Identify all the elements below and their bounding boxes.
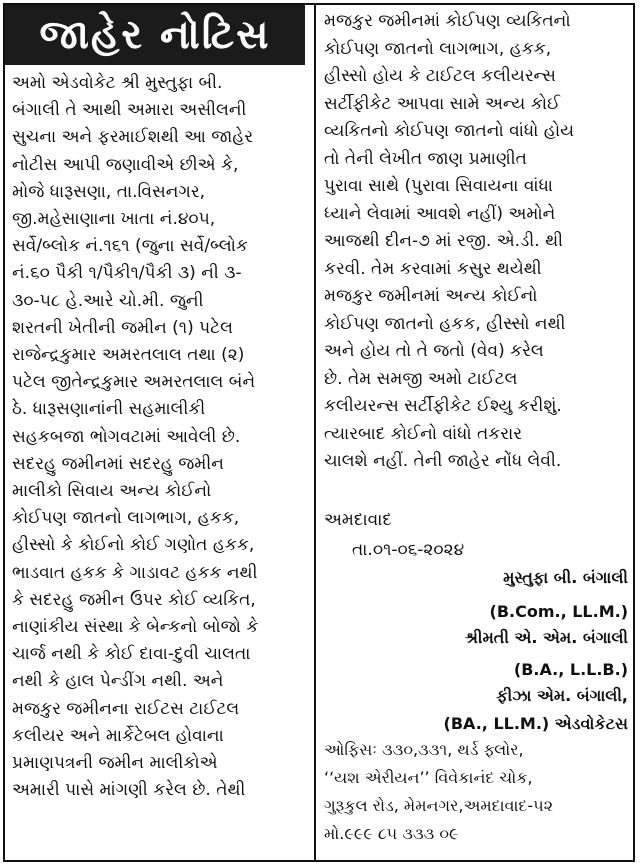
office-address-line: ‘‘યશ એરીયન’’ વિવેકાનંદ ચોક, [324, 768, 533, 787]
body-line: કોઈપણ જાતનો લાગભાગ, હકક, [12, 508, 240, 529]
office-address-line: ઓફિસઃ ૩૩૦,૩૩૧, થર્ડ ફ્લોર, [324, 740, 524, 759]
body-line: વ્યકિતનો કોઈપણ જાતનો વાંધો હોય [324, 121, 574, 141]
body-line: કે સદરહુ જમીન ઉપર કોઈ વ્યકિત, [12, 589, 256, 610]
body-line: મજકુર જમીનમાં કોઈપણ વ્યકિતનો [324, 11, 571, 31]
body-line: નોટીસ આપી જણાવીએ છીએ કે, [12, 154, 239, 175]
body-line: કોઈપણ જાતનો હકક, હીસ્સો નથી [324, 313, 566, 334]
signatory-qualification: (B.A., L.L.B.) [513, 660, 628, 679]
body-line: પુરાવા સાથે (પુરાવા સિવાયના વાંધા [324, 176, 553, 196]
notice-body-left [12, 70, 304, 804]
body-line: ધ્યાને લેવામાં આવશે નહીં) અમોને [324, 203, 556, 224]
body-line: જી.મહેસાણાના ખાતા નં.૪૦૫, [12, 209, 216, 230]
body-line: કરવી. તેમ કરવામાં કસુર થયેથી [324, 258, 542, 279]
body-line: તો તેની લેખીત જાણ પ્રમાણીત [324, 148, 527, 169]
body-line: અને હોય તો તે જતો (વેવ) કરેલ [324, 341, 544, 361]
signatory-qualification: (BA., LL.M.) એડવોકેટસ [443, 714, 628, 733]
body-line: આજથી દીન-૭ માં રજી. એ.ડી. થી [324, 231, 563, 251]
body-line: પ્રમાણપત્રની જમીન માલીકોએ [12, 753, 218, 774]
body-line: અમારી પાસે માંગણી કરેલ છે. તેથી [12, 780, 246, 801]
body-line: કોઈપણ જાતનો લાગભાગ, હકક, [324, 38, 552, 59]
body-line: ઠે. ધારૂસણાનાંની સહમાલીકી [12, 399, 206, 420]
body-line: મજકુર જમીનમાં અન્ય કોઈનો [324, 286, 538, 306]
signatory-name: ફીઝા એમ. બંગાલી, [496, 686, 628, 705]
body-line: મોજે ધારૂસણા, તા.વિસનગર, [12, 181, 206, 202]
body-line: મજકુર જમીનના રાઈટસ ટાઈટલ [12, 698, 240, 719]
body-line: હીસ્સો હોય કે ટાઈટલ કલીયરન્સ [324, 66, 556, 86]
notice-title: જાહેર નોટિસ [5, 5, 305, 65]
body-line: બંગાલી તે આથી અમારા અસીલની [12, 100, 247, 121]
body-line: ત્યારબાદ કોઈનો વાંધો તકરાર [324, 423, 523, 444]
body-line: નથી કે હાલ પેન્ડીંગ નથી. અને [12, 671, 224, 692]
body-line: કલીયરન્સ સર્ટીફીકેટ ઈશ્યુ કરીશું. [324, 396, 562, 416]
body-line: શરતની ખેતીની જમીન (૧) પટેલ [12, 317, 233, 338]
body-line: નં.૬૦ પૈકી ૧/પૈકી૧/પૈકી ૩) ની ૩- [12, 263, 242, 284]
body-line: સુચના અને ફરમાઈશથી આ જાહેર [12, 127, 254, 148]
body-line: ૩૦-૫૮ હે.આરે ચો.મી. જુની [12, 290, 204, 311]
body-line: નાણાંકીય સંસ્થા કે બેન્કનો બોજો કે [12, 617, 259, 638]
office-phone: મો.૯૯૯ ૮૫ ૩૩૩ ૦૯ [324, 824, 459, 843]
body-line: હીસ્સો કે કોઈનો કોઈ ગણોત હકક, [12, 535, 255, 556]
body-line: છે. તેમ સમજી અમો ટાઈટલ [324, 368, 518, 389]
notice-body-right [324, 8, 628, 476]
body-line: માલીકો સિવાય અન્ય કોઈનો [12, 481, 212, 502]
body-line: કલીયર અને માર્કેટેબલ હોવાના [12, 725, 224, 746]
body-line: અમો એડવોકેટ શ્રી મુસ્તુફા બી. [12, 73, 223, 93]
body-line: ભાડવાત હકક કે ગાડાવટ હકક નથી [12, 562, 258, 583]
signatory-name: મુસ્તુફા બી. બંગાલી [503, 568, 628, 587]
body-line: સર્ટીફીકેટ આપવા સામે અન્ય કોઈ [324, 93, 561, 114]
body-line: પટેલ જીતેન્દ્રકુમાર અમરતલાલ બંને [12, 372, 256, 393]
body-line: સદરહુ જમીનમાં સદરહુ જમીન [12, 453, 224, 474]
column-divider [314, 5, 316, 860]
body-line: સર્વે/બ્લોક નં.૧૬૧ (જુના સર્વે/બ્લોક [12, 236, 248, 257]
body-line: ચાર્જ નથી કે કોઈ દાવા-દુવી ચાલતા [12, 644, 251, 665]
body-line: ચાલશે નહીં. તેની જાહેર નોંધ લેવી. [324, 451, 562, 471]
notice-date: તા.૦૧-૦૬-૨૦૨૪ [352, 540, 465, 560]
body-line: સહકબજા ભોગવટામાં આવેલી છે. [12, 426, 241, 447]
notice-place: અમદાવાદ [324, 510, 392, 530]
signatory-name: શ્રીમતી એ. એમ. બંગાલી [464, 628, 628, 647]
office-address-line: ગુરૂકુલ રોડ, મેમનગર,અમદાવાદ-૫૨ [324, 796, 553, 815]
body-line: રાજેન્દ્રકુમાર અમરતલાલ તથા (૨) [12, 345, 245, 366]
signatory-qualification: (B.Com., LL.M.) [489, 602, 628, 621]
